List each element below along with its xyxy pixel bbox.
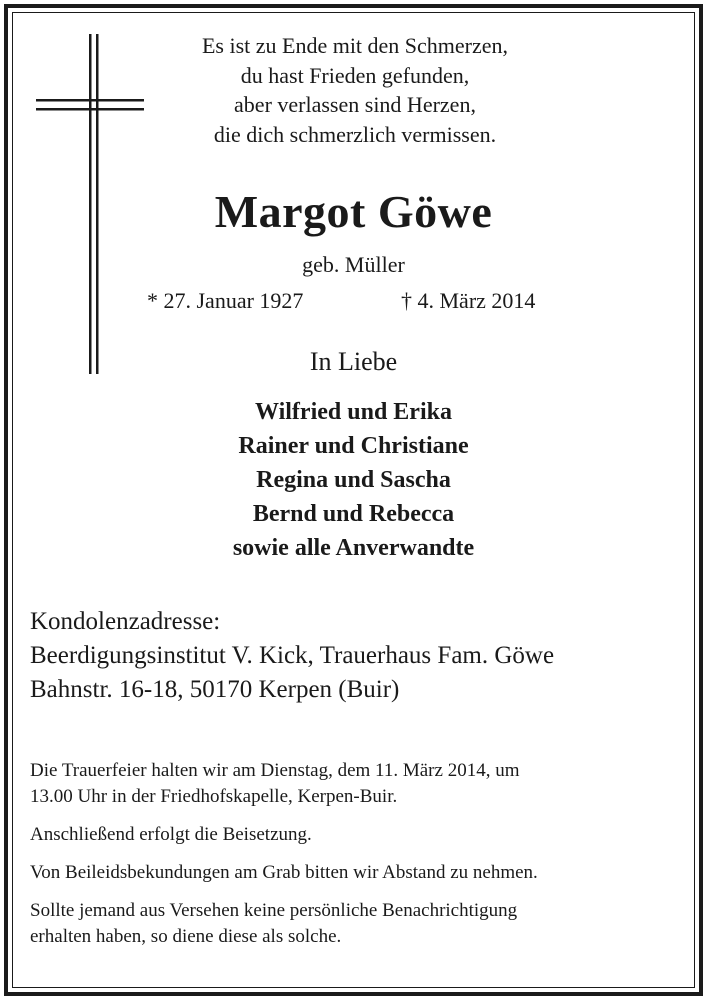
deceased-name: Margot Göwe <box>214 186 493 237</box>
condolence-line: Beerdigungsinstitut V. Kick, Trauerhaus Fam. Göwe <box>30 642 555 669</box>
condolence-line: Bahnstr. 16-18, 50170 Kerpen (Buir) <box>30 676 400 703</box>
mourner: Regina und Sascha <box>256 467 451 493</box>
mourner: Bernd und Rebecca <box>252 501 455 527</box>
poem-line: du hast Frieden gefunden, <box>240 62 470 88</box>
mourner: Rainer und Christiane <box>238 433 469 459</box>
mourners-list <box>100 395 607 565</box>
funeral-line: Die Trauerfeier halten wir am Dienstag, dem 11. März 2014, um <box>30 760 520 781</box>
notice-paragraph <box>30 898 680 950</box>
condolences-note-line: Von Beileidsbekundungen am Grab bitten wir Abstand zu nehmen. <box>30 862 538 883</box>
condolence-address <box>30 605 680 707</box>
notice-line: erhalten haben, so diene diese als solche. <box>30 926 342 947</box>
in-love-heading: In Liebe <box>309 347 398 376</box>
funeral-info <box>30 758 680 962</box>
funeral-line: 13.00 Uhr in der Friedhofskapelle, Kerpen-Buir. <box>30 786 398 807</box>
burial-paragraph <box>30 822 680 848</box>
birth-date: * 27. Januar 1927 <box>147 288 304 313</box>
death-date: † 4. März 2014 <box>401 288 536 313</box>
poem <box>140 31 570 149</box>
poem-line: Es ist zu Ende mit den Schmerzen, <box>201 33 509 58</box>
maiden-name: geb. Müller <box>302 252 405 277</box>
funeral-paragraph <box>30 758 680 810</box>
poem-line: aber verlassen sind Herzen, <box>234 92 476 117</box>
mourner: Wilfried und Erika <box>255 399 452 425</box>
burial-line: Anschließend erfolgt die Beisetzung. <box>30 824 312 845</box>
condolence-label: Kondolenzadresse: <box>30 608 221 635</box>
poem-line: die dich schmerzlich vermissen. <box>213 121 497 147</box>
condolences-note-paragraph <box>30 860 680 886</box>
mourner: sowie alle Anverwandte <box>232 535 475 561</box>
notice-line: Sollte jemand aus Versehen keine persönliche Benachrichtigung <box>30 900 518 921</box>
